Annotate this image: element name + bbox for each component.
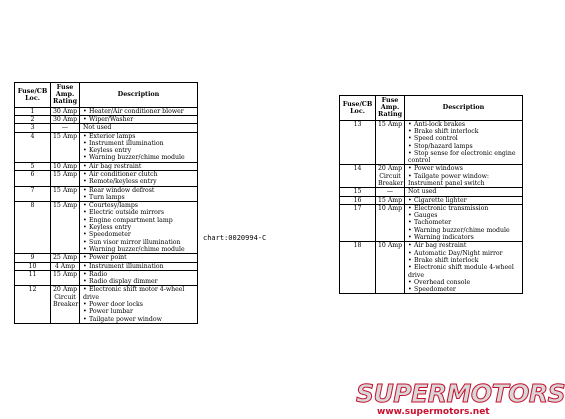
fuse-rating-line: 10 Amp bbox=[378, 204, 403, 212]
bullet-icon: • bbox=[83, 245, 87, 253]
supermotors-logo[interactable] bbox=[356, 379, 565, 419]
bullet-icon: • bbox=[408, 212, 412, 220]
description-item bbox=[408, 227, 520, 234]
fuse-row bbox=[15, 270, 198, 286]
fuse-rating bbox=[51, 270, 80, 286]
description-item bbox=[408, 242, 520, 249]
header-loc-line: Fuse/CB bbox=[17, 86, 48, 95]
description-item-text: Air bag restraint bbox=[89, 162, 142, 170]
description-item bbox=[408, 264, 520, 279]
fuse-rating bbox=[51, 254, 80, 262]
fuse-location: 2 bbox=[15, 115, 51, 123]
description-item bbox=[408, 286, 520, 293]
bullet-icon: • bbox=[83, 186, 87, 194]
description-item-text: Speed control bbox=[414, 135, 458, 143]
bullet-icon: • bbox=[408, 249, 412, 257]
description-item bbox=[83, 286, 195, 301]
bullet-icon: • bbox=[408, 149, 412, 157]
description-item bbox=[83, 133, 195, 140]
description-item bbox=[83, 178, 195, 185]
fuse-description bbox=[405, 196, 523, 204]
header-rating bbox=[376, 96, 405, 121]
fuse-rating bbox=[51, 162, 80, 170]
description-item-text: Engine compartment lamp bbox=[89, 216, 173, 224]
description-item-text: Warning buzzer/chime module bbox=[414, 226, 510, 234]
bullet-icon: • bbox=[83, 238, 87, 246]
description-item-text: Rear window defrost bbox=[89, 186, 155, 194]
header-description: Description bbox=[80, 83, 198, 108]
description-item-text: Air bag restraint bbox=[414, 242, 467, 250]
fuse-description bbox=[80, 286, 198, 323]
fuse-rating-line: 15 Amp bbox=[378, 196, 403, 204]
bullet-icon: • bbox=[83, 107, 87, 115]
fuse-rating-line: — bbox=[61, 124, 69, 132]
fuse-rows-right bbox=[340, 120, 523, 294]
description-item-text: Gauges bbox=[414, 212, 438, 220]
description-item bbox=[408, 135, 520, 142]
fuse-location: 6 bbox=[15, 170, 51, 186]
fuse-rating-line: 20 Amp bbox=[378, 165, 403, 173]
fuse-rating bbox=[51, 262, 80, 270]
header-rating-line: Fuse bbox=[381, 96, 399, 104]
description-item bbox=[83, 108, 195, 115]
bullet-icon: • bbox=[83, 147, 87, 155]
fuse-location: 9 bbox=[15, 254, 51, 262]
description-item-text: Electronic shift module 4-wheel drive bbox=[408, 264, 514, 279]
bullet-icon: • bbox=[83, 162, 87, 170]
description-item bbox=[408, 250, 520, 257]
fuse-location: 3 bbox=[15, 124, 51, 132]
description-item-text: Courtesy/lamps bbox=[89, 202, 138, 210]
fuse-rating-line: 4 Amp bbox=[54, 262, 76, 270]
header-loc-line: Fuse/CB bbox=[342, 99, 373, 108]
bullet-icon: • bbox=[83, 270, 87, 278]
description-item bbox=[83, 154, 195, 161]
description-item bbox=[83, 278, 195, 285]
fuse-row bbox=[15, 115, 198, 123]
fuse-location: 17 bbox=[340, 204, 376, 241]
header-loc bbox=[340, 96, 376, 121]
header-rating-line: Fuse bbox=[56, 83, 74, 91]
fuse-rating bbox=[51, 202, 80, 254]
fuse-location: 12 bbox=[15, 286, 51, 323]
fuse-rating-line: Breaker bbox=[378, 179, 404, 187]
description-item bbox=[408, 197, 520, 204]
fuse-rating bbox=[51, 286, 80, 323]
description-item-text: Speedometer bbox=[414, 286, 456, 294]
fuse-row bbox=[15, 254, 198, 262]
header-rating bbox=[51, 83, 80, 108]
description-item-text: Power windows bbox=[414, 165, 463, 173]
fuse-description bbox=[80, 107, 198, 115]
bullet-icon: • bbox=[83, 139, 87, 147]
fuse-description bbox=[80, 124, 198, 132]
bullet-icon: • bbox=[83, 154, 87, 162]
fuse-location: 1 bbox=[15, 107, 51, 115]
fuse-row bbox=[340, 165, 523, 188]
bullet-icon: • bbox=[83, 278, 87, 286]
description-item-text: Automatic Day/Night mirror bbox=[414, 249, 503, 257]
fuse-row bbox=[15, 107, 198, 115]
description-item-text: Stop sense for electronic engine control bbox=[408, 149, 516, 165]
description-item bbox=[83, 308, 195, 315]
description-item bbox=[408, 212, 520, 219]
description-item bbox=[83, 263, 195, 270]
description-item bbox=[83, 202, 195, 209]
bullet-icon: • bbox=[408, 196, 412, 204]
description-item-text: Overhead console bbox=[414, 278, 471, 286]
description-item bbox=[83, 209, 195, 216]
fuse-row bbox=[15, 262, 198, 270]
description-item bbox=[83, 217, 195, 224]
description-item bbox=[83, 163, 195, 170]
description-item-text: Tailgate power window bbox=[89, 315, 162, 323]
description-item bbox=[408, 219, 520, 226]
fuse-rating bbox=[376, 120, 405, 165]
bullet-icon: • bbox=[83, 231, 87, 239]
description-item bbox=[408, 279, 520, 286]
description-item-text: Keyless entry bbox=[89, 147, 132, 155]
fuse-rating-line: 25 Amp bbox=[53, 254, 78, 262]
bullet-icon: • bbox=[408, 135, 412, 143]
fuse-location: 18 bbox=[340, 242, 376, 294]
description-item-text: Warning buzzer/chime module bbox=[89, 154, 185, 162]
fuse-rating-line: 15 Amp bbox=[53, 202, 78, 210]
bullet-icon: • bbox=[83, 132, 87, 140]
fuse-location: 10 bbox=[15, 262, 51, 270]
header-description: Description bbox=[405, 96, 523, 121]
bullet-icon: • bbox=[408, 219, 412, 227]
description-item bbox=[408, 234, 520, 241]
bullet-icon: • bbox=[83, 202, 87, 210]
description-item-text: Radio bbox=[89, 270, 108, 278]
description-item bbox=[408, 150, 520, 165]
bullet-icon: • bbox=[408, 234, 412, 242]
fuse-description bbox=[80, 262, 198, 270]
header-loc-line: Loc. bbox=[25, 93, 40, 102]
fuse-rating-line: 15 Amp bbox=[53, 270, 78, 278]
bullet-icon: • bbox=[408, 264, 412, 272]
description-item-text: Heater/Air conditioner blower bbox=[89, 107, 184, 115]
header-loc-line: Loc. bbox=[350, 106, 365, 115]
bullet-icon: • bbox=[408, 278, 412, 286]
fuse-description bbox=[80, 162, 198, 170]
bullet-icon: • bbox=[83, 315, 87, 323]
description-item-text: Instrument illumination bbox=[89, 262, 164, 270]
fuse-rating bbox=[376, 204, 405, 241]
fuse-rating-line: 20 Amp bbox=[53, 286, 78, 294]
bullet-icon: • bbox=[408, 120, 412, 128]
bullet-icon: • bbox=[408, 242, 412, 250]
description-item bbox=[83, 224, 195, 231]
description-item bbox=[83, 116, 195, 123]
fuse-rating bbox=[51, 132, 80, 162]
fuse-row bbox=[340, 242, 523, 294]
bullet-icon: • bbox=[83, 262, 87, 270]
description-item-text: Electronic transmission bbox=[414, 204, 489, 212]
fuse-table-header bbox=[340, 96, 523, 121]
description-item bbox=[83, 271, 195, 278]
description-item-text: Air conditioner clutch bbox=[89, 170, 158, 178]
bullet-icon: • bbox=[83, 254, 87, 262]
description-item-text: Radio display dimmer bbox=[89, 278, 158, 286]
description-item bbox=[83, 140, 195, 147]
fuse-row bbox=[15, 132, 198, 162]
bullet-icon: • bbox=[408, 172, 412, 180]
description-item-text: Cigarette lighter bbox=[414, 196, 467, 204]
header-rating-line: Rating bbox=[378, 110, 403, 119]
fuse-row bbox=[340, 196, 523, 204]
description-item bbox=[83, 231, 195, 238]
fuse-row bbox=[340, 204, 523, 241]
description-item bbox=[408, 143, 520, 150]
description-item-text: Exterior lamps bbox=[89, 132, 136, 140]
description-item bbox=[83, 147, 195, 154]
bullet-icon: • bbox=[83, 193, 87, 201]
fuse-rating bbox=[376, 242, 405, 294]
description-item-text: Speedometer bbox=[89, 231, 131, 239]
fuse-row bbox=[15, 170, 198, 186]
bullet-icon: • bbox=[83, 209, 87, 217]
header-rating-line: Rating bbox=[53, 97, 78, 106]
fuse-rating-line: 30 Amp bbox=[53, 107, 78, 115]
description-item-text: Stop/hazard lamps bbox=[414, 142, 473, 150]
fuse-row bbox=[15, 124, 198, 132]
header-loc bbox=[15, 83, 51, 108]
fuse-location: 11 bbox=[15, 270, 51, 286]
description-item-text: Sun visor mirror illumination bbox=[89, 238, 181, 246]
fuse-row bbox=[15, 286, 198, 323]
description-item-text: Electronic shift motor 4-wheel drive bbox=[83, 286, 185, 301]
description-text: Not used bbox=[408, 188, 437, 196]
description-item-text: Power lumbar bbox=[89, 308, 133, 316]
description-item-text: Brake shift interlock bbox=[414, 127, 479, 135]
description-item-text: Power door locks bbox=[89, 301, 143, 309]
description-item bbox=[83, 171, 195, 178]
fuse-rating bbox=[51, 115, 80, 123]
bullet-icon: • bbox=[408, 165, 412, 173]
description-item bbox=[408, 121, 520, 128]
bullet-icon: • bbox=[408, 204, 412, 212]
fuse-location: 15 bbox=[340, 188, 376, 196]
bullet-icon: • bbox=[83, 115, 87, 123]
description-item bbox=[408, 173, 520, 188]
description-item-text: Anti-lock brakes bbox=[414, 120, 466, 128]
chart-reference-id: chart:0020994-C bbox=[203, 234, 267, 242]
bullet-icon: • bbox=[83, 216, 87, 224]
fuse-description bbox=[405, 242, 523, 294]
bullet-icon: • bbox=[83, 178, 87, 186]
fuse-rating-line: 15 Amp bbox=[53, 186, 78, 194]
bullet-icon: • bbox=[408, 256, 412, 264]
fuse-rating bbox=[376, 188, 405, 196]
description-item-text: Keyless entry bbox=[89, 224, 132, 232]
description-item-text: Brake shift interlock bbox=[414, 256, 479, 264]
fuse-row bbox=[15, 202, 198, 254]
fuse-rating bbox=[51, 107, 80, 115]
fuse-location: 5 bbox=[15, 162, 51, 170]
fuse-rows-left bbox=[15, 107, 198, 323]
fuse-rating-line: Circuit bbox=[379, 172, 401, 180]
fuse-description bbox=[80, 254, 198, 262]
bullet-icon: • bbox=[408, 142, 412, 150]
fuse-description bbox=[80, 186, 198, 202]
bullet-icon: • bbox=[408, 286, 412, 294]
fuse-table-left bbox=[14, 82, 198, 324]
fuse-description bbox=[80, 170, 198, 186]
fuse-table-right bbox=[339, 95, 523, 294]
fuse-description bbox=[80, 115, 198, 123]
description-item bbox=[83, 187, 195, 194]
fuse-rating-line: 15 Amp bbox=[53, 132, 78, 140]
fuse-rating-line: — bbox=[386, 188, 394, 196]
fuse-row bbox=[340, 188, 523, 196]
fuse-location: 8 bbox=[15, 202, 51, 254]
bullet-icon: • bbox=[83, 301, 87, 309]
fuse-rating-line: 15 Amp bbox=[53, 170, 78, 178]
description-item bbox=[83, 254, 195, 261]
fuse-rating-line: 10 Amp bbox=[378, 242, 403, 250]
description-item bbox=[83, 239, 195, 246]
bullet-icon: • bbox=[83, 224, 87, 232]
description-item-text: Instrument illumination bbox=[89, 139, 164, 147]
fuse-description bbox=[405, 120, 523, 165]
fuse-description bbox=[405, 165, 523, 188]
description-item bbox=[83, 316, 195, 323]
fuse-description bbox=[80, 202, 198, 254]
fuse-description bbox=[405, 188, 523, 196]
bullet-icon: • bbox=[408, 127, 412, 135]
fuse-row bbox=[340, 120, 523, 165]
fuse-location: 14 bbox=[340, 165, 376, 188]
bullet-icon: • bbox=[83, 286, 87, 294]
description-item-text: Wiper/Washer bbox=[89, 115, 134, 123]
description-item bbox=[408, 165, 520, 172]
fuse-rating-line: Breaker bbox=[53, 301, 79, 309]
description-item-text: Warning buzzer/chime module bbox=[89, 245, 185, 253]
description-item-text: Electric outside mirrors bbox=[89, 209, 165, 217]
description-item bbox=[83, 246, 195, 253]
logo-wordmark: SUPERMOTORS bbox=[356, 379, 565, 408]
description-item bbox=[408, 128, 520, 135]
bullet-icon: • bbox=[83, 308, 87, 316]
description-item-text: Power point bbox=[89, 254, 127, 262]
fuse-location: 7 bbox=[15, 186, 51, 202]
logo-url: www.supermotors.net bbox=[377, 407, 490, 417]
description-item bbox=[408, 257, 520, 264]
fuse-description bbox=[80, 132, 198, 162]
description-item-text: Tailgate power window: Instrument panel switch bbox=[408, 172, 489, 187]
fuse-description bbox=[405, 204, 523, 241]
description-text: Not used bbox=[83, 124, 112, 132]
fuse-rating bbox=[51, 124, 80, 132]
fuse-rating bbox=[376, 165, 405, 188]
fuse-location: 4 bbox=[15, 132, 51, 162]
fuse-rating bbox=[51, 186, 80, 202]
description-item-text: Turn lamps bbox=[89, 193, 125, 201]
description-item bbox=[83, 194, 195, 201]
header-rating-line: Amp. bbox=[380, 103, 400, 112]
fuse-rating bbox=[376, 196, 405, 204]
header-rating-line: Amp. bbox=[55, 90, 75, 99]
bullet-icon: • bbox=[83, 170, 87, 178]
fuse-description bbox=[80, 270, 198, 286]
fuse-rating-line: 15 Amp bbox=[378, 120, 403, 128]
fuse-rating-line: 30 Amp bbox=[53, 115, 78, 123]
fuse-rating bbox=[51, 170, 80, 186]
fuse-rating-line: Circuit bbox=[54, 293, 76, 301]
description-item-text: Tachometer bbox=[414, 219, 452, 227]
fuse-row bbox=[15, 162, 198, 170]
description-item-text: Warning indicators bbox=[414, 234, 474, 242]
description-item bbox=[408, 205, 520, 212]
fuse-rating-line: 10 Amp bbox=[53, 162, 78, 170]
bullet-icon: • bbox=[408, 226, 412, 234]
fuse-row bbox=[15, 186, 198, 202]
fuse-table-header bbox=[15, 83, 198, 108]
fuse-location: 13 bbox=[340, 120, 376, 165]
description-item bbox=[83, 301, 195, 308]
description-item-text: Remote/keyless entry bbox=[89, 178, 157, 186]
fuse-location: 16 bbox=[340, 196, 376, 204]
